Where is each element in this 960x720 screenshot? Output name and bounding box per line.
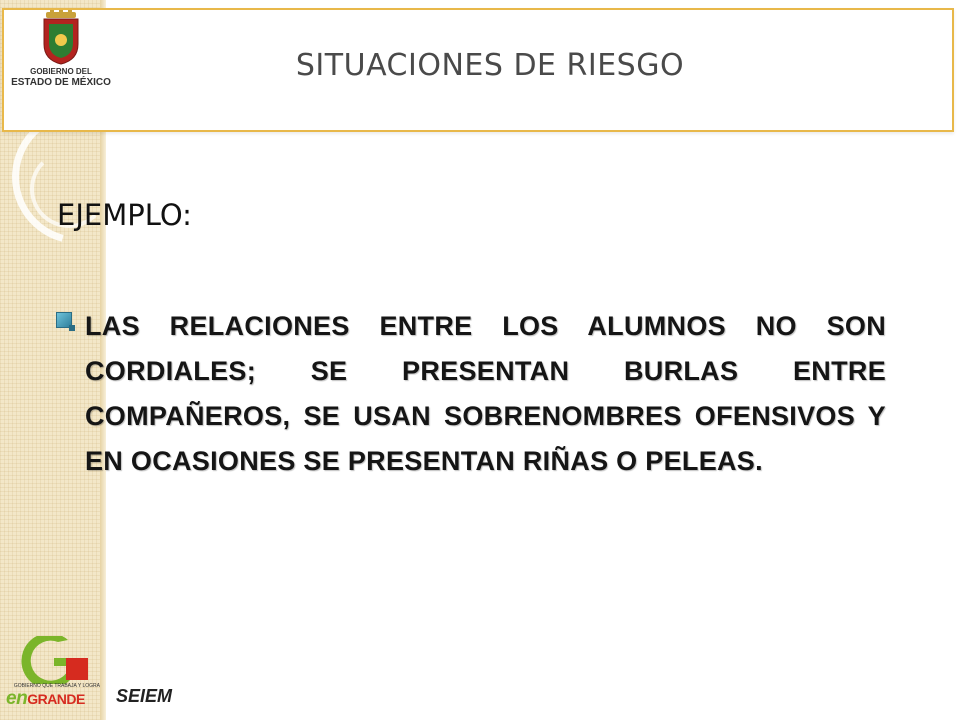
example-heading: EJEMPLO:	[57, 198, 192, 232]
logo-line-2: ESTADO DE MÉXICO	[11, 77, 111, 88]
brand-grande: GRANDE	[27, 691, 85, 707]
square-bullet-icon	[56, 312, 72, 328]
gobierno-logo	[6, 10, 116, 92]
brand-wordmark	[6, 688, 85, 710]
slide-title: SITUACIONES DE RIESGO	[295, 48, 685, 83]
logo-line-1: GOBIERNO DEL	[30, 67, 92, 76]
bullet-list	[56, 304, 886, 484]
bullet-text: LAS RELACIONES ENTRE LOS ALUMNOS NO SON CORDIALES; SE PRESENTAN BURLAS ENTRE COMPAÑEROS, SE USAN SOBRENOMBRES OFENSIVOS Y EN OCASIONES SE PRESENTAN RIÑAS O PELEAS.	[85, 311, 886, 476]
seiem-label: SEIEM	[116, 686, 173, 706]
brand-tagline: GOBIERNO QUE TRABAJA Y LOGRA	[13, 683, 100, 689]
coat-of-arms-icon	[6, 10, 116, 66]
g-logo-icon	[6, 636, 100, 684]
brand-en: en	[6, 688, 28, 709]
gobierno-logo-text	[6, 66, 116, 88]
